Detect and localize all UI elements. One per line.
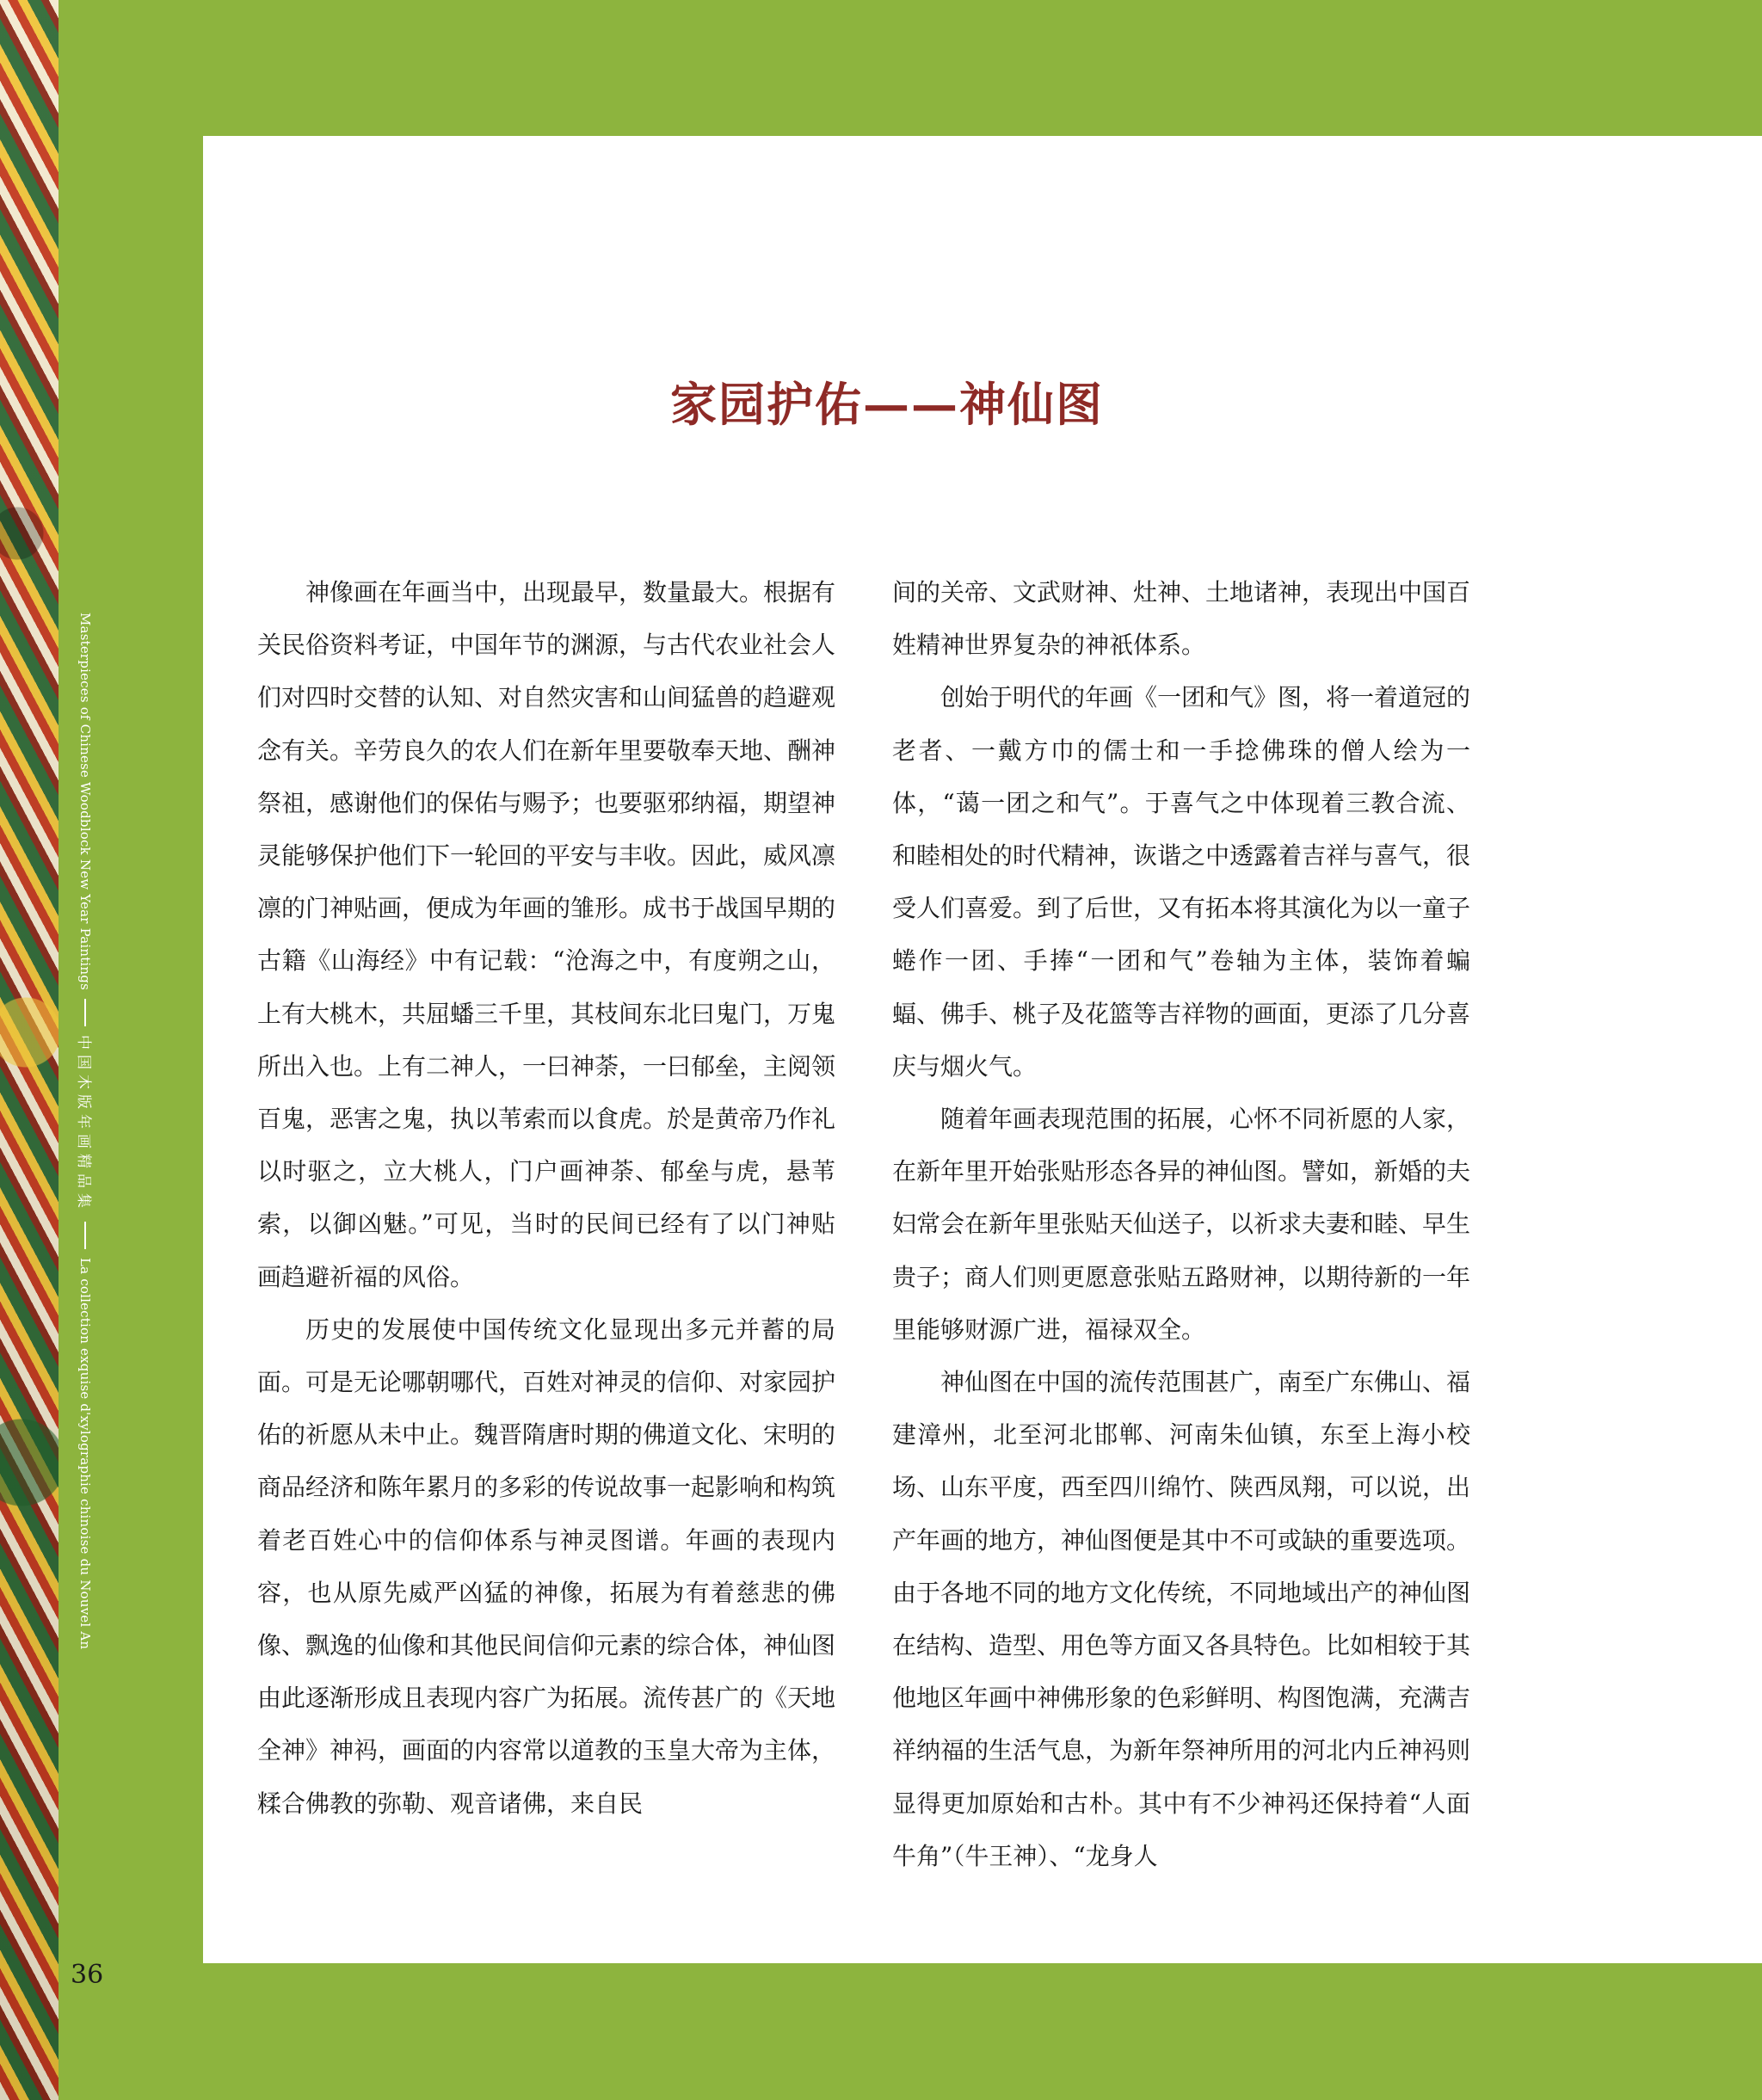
- paragraph: 创始于明代的年画《一团和气》图，将一着道冠的老者、一戴方巾的儒士和一手捻佛珠的僧人绘为一体，“蔼一团之和气”。于喜气之中体现着三教合流、和睦相处的时代精神，诙谐之中透露着吉祥与喜气，很受人们喜爱。到了后世，又有拓本将其演化为以一童子蜷作一团、手捧“一团和气”卷轴为主体，装饰着蝙蝠、佛手、桃子及花篮等吉祥物的画面，更添了几分喜庆与烟火气。: [892, 683, 1471, 1081]
- spine-divider: [85, 1222, 87, 1249]
- spine-french-title: La collection exquise d'xylographie chinoise du Nouvel An: [77, 1257, 94, 1650]
- left-column: [257, 566, 835, 1830]
- paragraph: 历史的发展使中国传统文化显现出多元并蓄的局面。可是无论哪朝哪代，百姓对神灵的信仰、对家园护佑的祈愿从未中止。魏晋隋唐时期的佛道文化、宋明的商品经济和陈年累月的多彩的传说故事一起影响和构筑着老百姓心中的信仰体系与神灵图谱。年画的表现内容，也从原先威严凶猛的神像，拓展为有着慈悲的佛像、飘逸的仙像和其他民间信仰元素的综合体，神仙图由此逐渐形成且表现内容广为拓展。流传甚广的《天地全神》神祃，画面的内容常以道教的玉皇大帝为主体，糅合佛教的弥勒、观音诸佛，来自民: [257, 1315, 836, 1818]
- spine-english-title: Masterpieces of Chinese Woodblock New Year Paintings: [77, 613, 94, 990]
- right-column: [892, 566, 1470, 1882]
- woodblock-decoration-strip: [0, 0, 59, 2100]
- spine-text: [65, 613, 108, 1650]
- paragraph: 随着年画表现范围的拓展，心怀不同祈愿的人家，在新年里开始张贴形态各异的神仙图。譬如，新婚的夫妇常会在新年里张贴天仙送子，以祈求夫妻和睦、早生贵子；商人们则更愿意张贴五路财神，以期待新的一年里能够财源广进，福禄双全。: [892, 1105, 1471, 1344]
- page-number: 36: [71, 1960, 104, 1990]
- spine-divider: [85, 999, 87, 1026]
- paragraph: 神像画在年画当中，出现最早，数量最大。根据有关民俗资料考证，中国年节的渊源，与古代农业社会人们对四时交替的认知、对自然灾害和山间猛兽的趋避观念有关。辛劳良久的农人们在新年里要敬奉天地、酬神祭祖，感谢他们的保佑与赐予；也要驱邪纳福，期望神灵能够保护他们下一轮回的平安与丰收。因此，威风凛凛的门神贴画，便成为年画的雏形。成书于战国早期的古籍《山海经》中有记载：“沧海之中，有度朔之山，上有大桃木，共屈蟠三千里，其枝间东北曰鬼门，万鬼所出入也。上有二神人，一曰神荼，一曰郁垒，主阅领百鬼，恶害之鬼，执以苇索而以食虎。於是黄帝乃作礼以时驱之，立大桃人，门户画神荼、郁垒与虎，悬苇索，以御凶魅。”可见，当时的民间已经有了以门神贴画趋避祈福的风俗。: [257, 578, 836, 1291]
- paragraph: 神仙图在中国的流传范围甚广，南至广东佛山、福建漳州，北至河北邯郸、河南朱仙镇，东至上海小校场、山东平度，西至四川绵竹、陕西凤翔，可以说，出产年画的地方，神仙图便是其中不可或缺的重要选项。由于各地不同的地方文化传统，不同地域出产的神仙图在结构、造型、用色等方面又各具特色。比如相较于其他地区年画中神佛形象的色彩鲜明、构图饱满，充满吉祥纳福的生活气息，为新年祭神所用的河北内丘神祃则显得更加原始和古朴。其中有不少神祃还保持着“人面牛角”（牛王神）、“龙身人: [892, 1368, 1471, 1870]
- paragraph-continued: 间的关帝、文武财神、灶神、土地诸神，表现出中国百姓精神世界复杂的神祇体系。: [892, 578, 1471, 660]
- content-panel: [203, 136, 1762, 1963]
- page-title: 家园护佑——神仙图: [670, 377, 1104, 432]
- spine-chinese-title: 中国木版年画精品集: [75, 1034, 92, 1213]
